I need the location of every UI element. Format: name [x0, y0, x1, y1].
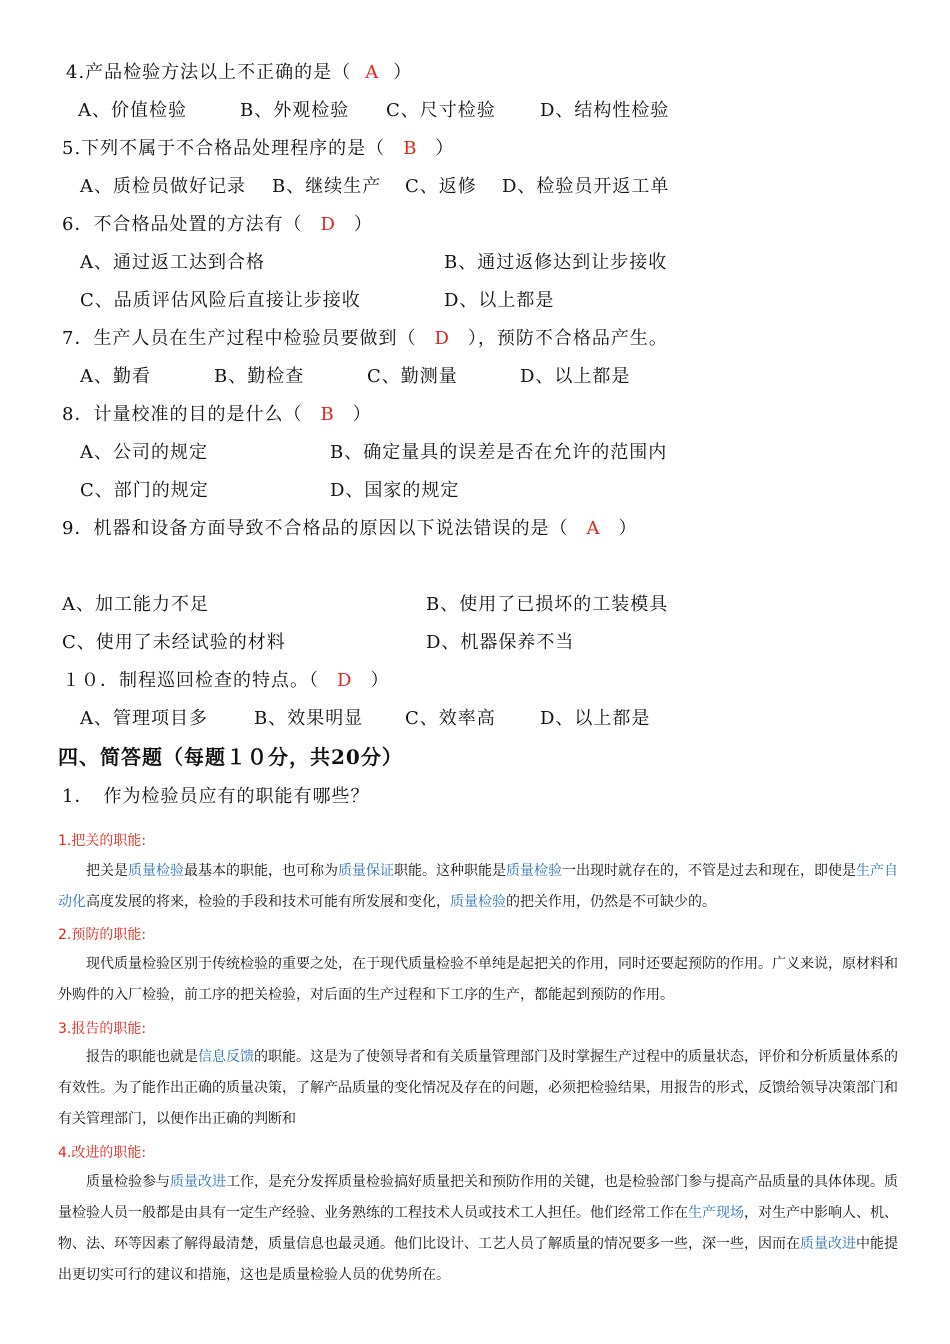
option-a: A、质检员做好记录 — [80, 176, 246, 197]
option-b: B、通过返修达到让步接收 — [444, 252, 668, 273]
option-c: C、勤测量 — [367, 366, 458, 387]
option-b: B、外观检验 — [240, 100, 350, 121]
short-answer-question: 1． 作为检验员应有的职能有哪些？ — [62, 786, 370, 807]
option-a: A、勤看 — [80, 366, 151, 387]
term-link[interactable]: 生产自动化 — [58, 863, 898, 910]
answer-4-paragraph — [58, 1167, 898, 1291]
option-d: D、国家的规定 — [330, 480, 460, 501]
term-link[interactable]: 生产现场 — [688, 1205, 744, 1221]
option-c: C、使用了未经试验的材料 — [62, 632, 286, 653]
option-d: D、结构性检验 — [540, 100, 670, 121]
paragraph-text: 报告的职能也就是 — [86, 1049, 198, 1065]
option-a: A、公司的规定 — [80, 442, 208, 463]
section-heading: 四、简答题（每题１０分，共20分） — [58, 745, 403, 769]
option-c: C、部门的规定 — [80, 480, 209, 501]
option-b: B、效果明显 — [254, 708, 364, 729]
option-c: C、效率高 — [405, 708, 496, 729]
paragraph-text: 中能提出更切实可行的建议和措施，这也是质量检验人员的优势所在。 — [58, 1236, 898, 1283]
paragraph-text: 工作，是充分发挥质量检验搞好质量把关和预防作用的关键，也是检验部门参与提高产品质量的具体体现。质量检验人员一般都是由具有一定生产经验、业务熟练的工程技术人员或技术工人担任。他们经常工作在 — [58, 1174, 898, 1221]
question-6-stem: 6．不合格品处置的方法有（ D ） — [62, 214, 373, 235]
option-d: D、以上都是 — [540, 708, 651, 729]
question-9-stem: 9．机器和设备方面导致不合格品的原因以下说法错误的是（ A ） — [62, 518, 638, 539]
paragraph-text: 把关是 — [86, 863, 128, 879]
option-a: A、管理项目多 — [80, 708, 208, 729]
answer-4-title: 4.改进的职能: — [58, 1145, 147, 1161]
paragraph-text: 的把关作用，仍然是不可缺少的。 — [506, 894, 716, 910]
answer-mark: D — [434, 328, 450, 349]
option-d: D、检验员开返工单 — [502, 176, 670, 197]
option-b: B、确定量具的误差是否在允许的范围内 — [330, 442, 668, 463]
answer-2-title: 2.预防的职能: — [58, 927, 147, 943]
option-d: D、以上都是 — [444, 290, 555, 311]
option-a: A、通过返工达到合格 — [80, 252, 265, 273]
paragraph-text: 最基本的职能，也可称为 — [184, 863, 338, 879]
option-c: C、返修 — [405, 176, 477, 197]
paragraph-text: 现代质量检验区别于传统检验的重要之处，在于现代质量检验不单纯是起把关的作用，同时还要起预防的作用。广义来说，原材料和外购件的入厂检验，前工序的把关检验，对后面的生产过程和下工序的生产，都能起到预防的作用。 — [58, 956, 898, 1003]
question-10-stem: １０．制程巡回检查的特点。（ D ） — [62, 670, 390, 691]
paragraph-text: 一出现时就存在的，不管是过去和现在，即使是 — [562, 863, 856, 879]
option-d: D、机器保养不当 — [426, 632, 575, 653]
term-link[interactable]: 质量检验 — [128, 863, 184, 879]
question-7-stem: 7．生产人员在生产过程中检验员要做到（ D ），预防不合格品产生。 — [62, 328, 668, 349]
paragraph-text: 职能。这种职能是 — [394, 863, 506, 879]
option-c: C、品质评估风险后直接让步接收 — [80, 290, 361, 311]
answer-mark: A — [365, 62, 380, 83]
answer-1-title: 1.把关的职能: — [58, 833, 147, 849]
option-c: C、尺寸检验 — [386, 100, 496, 121]
term-link[interactable]: 信息反馈 — [198, 1049, 254, 1065]
question-8-stem: 8．计量校准的目的是什么（ B ） — [62, 404, 372, 425]
answer-2-paragraph — [58, 949, 898, 1011]
term-link[interactable]: 质量检验 — [506, 863, 562, 879]
paragraph-text: 高度发展的将来，检验的手段和技术可能有所发展和变化， — [86, 894, 450, 910]
paragraph-text: 的职能。这是为了使领导者和有关质量管理部门及时掌握生产过程中的质量状态，评价和分析质量体系的有效性。为了能作出正确的质量决策，了解产品质量的变化情况及存在的问题，必须把检验结果，用报告的形式，反馈给领导决策部门和有关管理部门，以便作出正确的判断和 — [58, 1049, 898, 1127]
answer-1-paragraph — [58, 856, 898, 918]
option-b: B、勤检查 — [214, 366, 305, 387]
answer-mark: A — [586, 518, 601, 539]
term-link[interactable]: 质量检验 — [450, 894, 506, 910]
question-4-stem: 4.产品检验方法以上不正确的是（ A ） — [66, 62, 413, 83]
option-d: D、以上都是 — [520, 366, 631, 387]
term-link[interactable]: 质量改进 — [800, 1236, 856, 1252]
answer-3-paragraph — [58, 1042, 898, 1135]
answer-mark: B — [320, 404, 335, 425]
paragraph-text: ，对生产中影响人、机、物、法、环等因素了解得最清楚，质量信息也最灵通。他们比设计、工艺人员了解质量的情况要多一些，深一些，因而在 — [58, 1205, 898, 1252]
question-5-stem: 5.下列不属于不合格品处理程序的是（ B ） — [62, 138, 455, 159]
answer-mark: D — [337, 670, 353, 691]
term-link[interactable]: 质量改进 — [170, 1174, 226, 1190]
answer-3-title: 3.报告的职能: — [58, 1021, 147, 1037]
answer-mark: D — [320, 214, 336, 235]
answer-mark: B — [403, 138, 418, 159]
option-a: A、加工能力不足 — [62, 594, 209, 615]
option-b: B、继续生产 — [272, 176, 382, 197]
option-a: A、价值检验 — [78, 100, 187, 121]
paragraph-text: 质量检验参与 — [86, 1174, 170, 1190]
term-link[interactable]: 质量保证 — [338, 863, 394, 879]
option-b: B、使用了已损坏的工装模具 — [426, 594, 669, 615]
